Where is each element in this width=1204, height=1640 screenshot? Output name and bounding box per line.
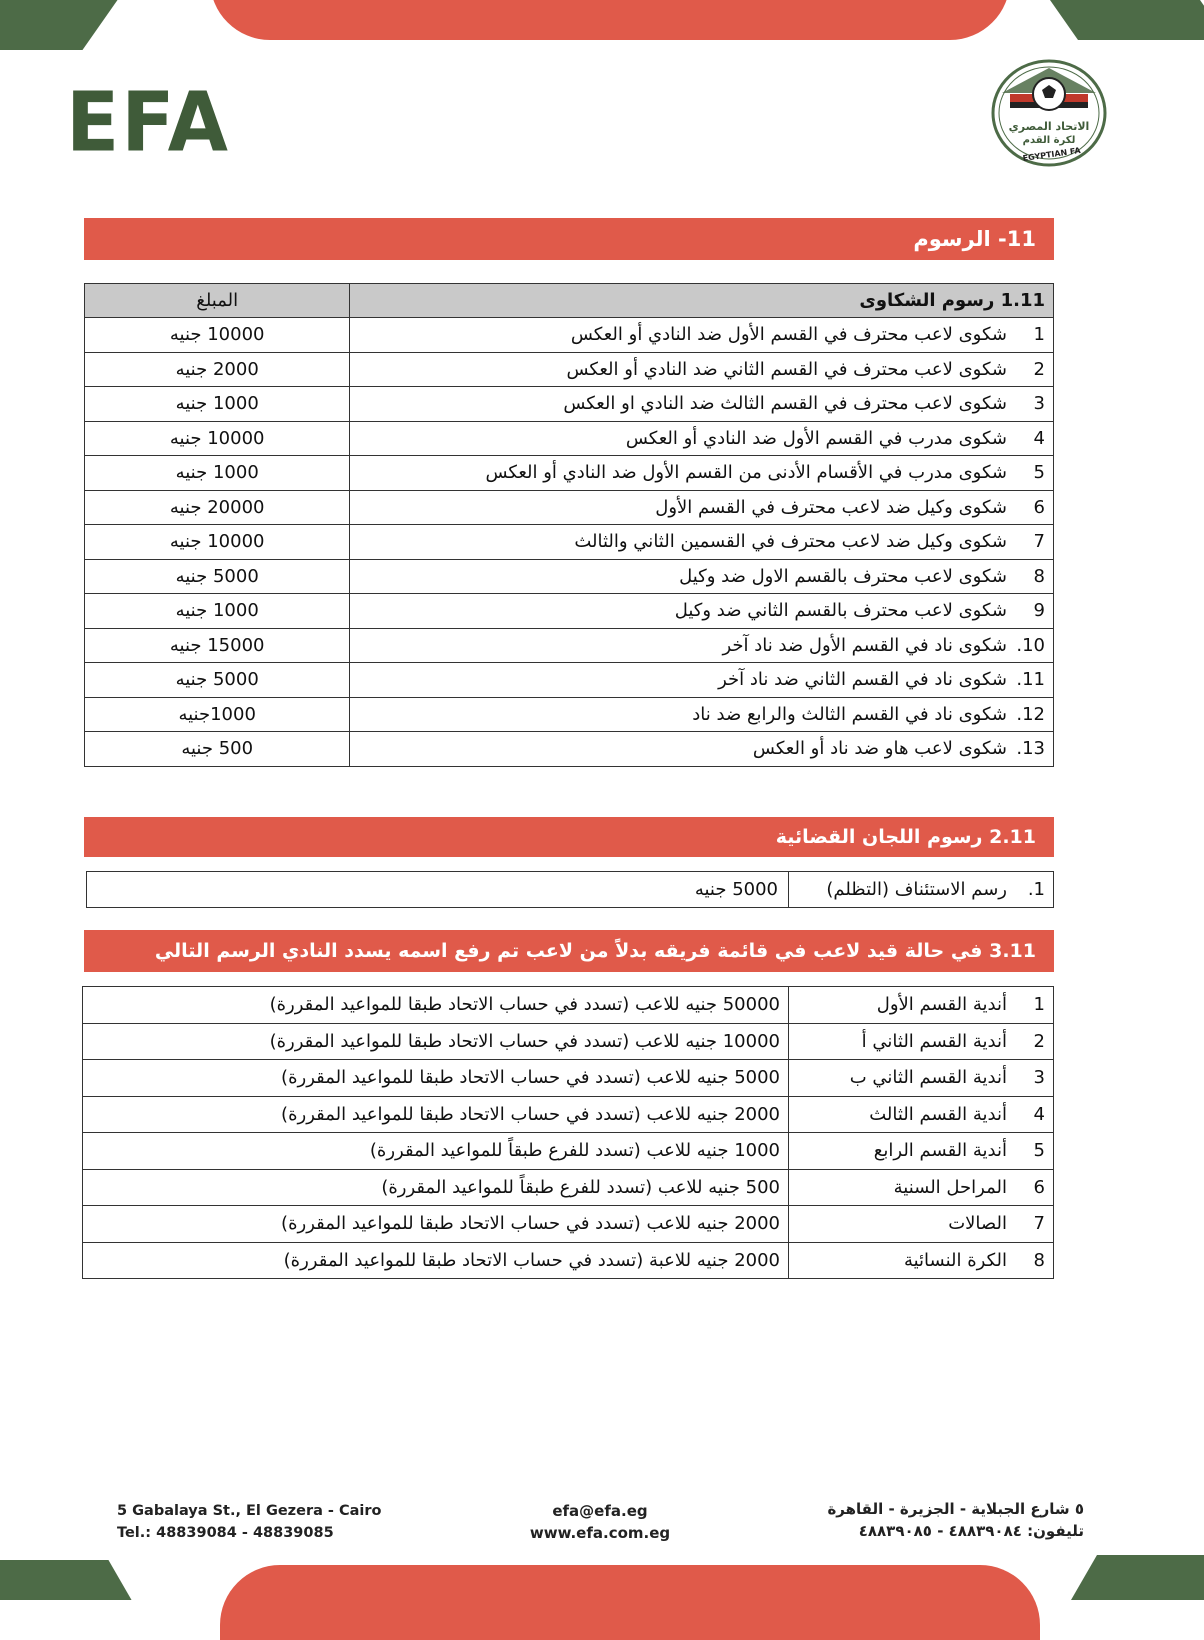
row-number: 7: [1033, 531, 1045, 553]
complaints-fees-table: [84, 283, 1054, 767]
complaint-amount-cell: 1000جنيه: [85, 697, 350, 732]
row-number: 10.: [1016, 634, 1045, 656]
row-number: 12.: [1016, 703, 1045, 725]
bottom-left-decor-stripe: [0, 1560, 132, 1600]
table-row: [85, 421, 1054, 456]
row-number: 5: [1033, 1140, 1045, 1162]
complaint-description-cell: [350, 421, 1054, 456]
row-number: 8: [1033, 1249, 1045, 1271]
row-description: شكوى مدرب في الأقسام الأدنى من القسم الأول ضد النادي أو العكس: [485, 462, 1007, 484]
row-category: أندية القسم الرابع: [873, 1140, 1007, 1162]
table-header-description: 1.11 رسوم الشكاوى: [350, 284, 1054, 318]
fee-cell: 1000 جنيه للاعب (تسدد للفرع طبقاً للمواعيد المقررة): [83, 1133, 789, 1170]
complaint-amount-cell: 1000 جنيه: [85, 456, 350, 491]
complaint-amount-cell: 2000 جنيه: [85, 352, 350, 387]
category-cell: [789, 1060, 1054, 1097]
footer-website-link[interactable]: www.efa.com.eg: [529, 1524, 671, 1542]
row-number: 3: [1033, 1067, 1045, 1089]
table-row: [85, 732, 1054, 767]
fee-cell: 10000 جنيه للاعب (تسدد في حساب الاتحاد طبقا للمواعيد المقررة): [83, 1023, 789, 1060]
footer-address-arabic: [827, 1498, 1084, 1542]
row-category: أندية القسم الثاني ب: [849, 1067, 1007, 1089]
appeal-fee-table: [86, 871, 1054, 908]
row-number: 11.: [1016, 669, 1045, 691]
row-description: شكوى ناد في القسم الأول ضد ناد آخر: [722, 634, 1007, 656]
row-description: شكوى ناد في القسم الثاني ضد ناد آخر: [718, 669, 1007, 691]
row-number: 1: [1033, 994, 1045, 1016]
complaint-amount-cell: 5000 جنيه: [85, 663, 350, 698]
row-description: شكوى لاعب هاو ضد ناد أو العكس: [752, 738, 1007, 760]
table-row: [83, 1169, 1054, 1206]
row-number: 4: [1033, 427, 1045, 449]
row-category: الصالات: [948, 1213, 1007, 1235]
complaint-amount-cell: 5000 جنيه: [85, 559, 350, 594]
complaint-amount-cell: 1000 جنيه: [85, 387, 350, 422]
row-number: 1.: [1027, 879, 1045, 900]
row-description: شكوى لاعب محترف في القسم الثاني ضد النادي أو العكس: [566, 358, 1007, 380]
table-row: [83, 1023, 1054, 1060]
top-right-decor-stripe: [1050, 0, 1204, 40]
section-title-fees: 11- الرسوم: [84, 218, 1054, 260]
complaint-description-cell: [350, 559, 1054, 594]
fee-cell: 50000 جنيه للاعب (تسدد في حساب الاتحاد طبقا للمواعيد المقررة): [83, 987, 789, 1024]
fee-cell: 2000 جنيه للاعبة (تسدد في حساب الاتحاد طبقا للمواعيد المقررة): [83, 1242, 789, 1279]
footer-email-link[interactable]: efa@efa.eg: [552, 1502, 648, 1520]
category-cell: [789, 1023, 1054, 1060]
svg-text:الاتحاد المصري: الاتحاد المصري: [1008, 120, 1090, 133]
egyptian-fa-badge-icon: [990, 58, 1108, 168]
complaint-description-cell: [350, 663, 1054, 698]
fee-cell: 2000 جنيه للاعب (تسدد في حساب الاتحاد طبقا للمواعيد المقررة): [83, 1096, 789, 1133]
category-cell: [789, 1169, 1054, 1206]
complaint-description-cell: [350, 732, 1054, 767]
table-row: [85, 387, 1054, 422]
complaint-description-cell: [350, 628, 1054, 663]
complaint-description-cell: [350, 697, 1054, 732]
table-row: [85, 456, 1054, 491]
footer-address-ar: ٥ شارع الجبلاية - الجزيرة - القاهرة: [827, 1500, 1084, 1518]
row-description: شكوى لاعب محترف بالقسم الثاني ضد وكيل: [674, 600, 1007, 622]
footer-tel-ar: تليفون: ٤٨٨٣٩٠٨٤ - ٤٨٨٣٩٠٨٥: [858, 1522, 1084, 1540]
row-category: المراحل السنية: [893, 1176, 1007, 1198]
row-description: شكوى لاعب محترف في القسم الأول ضد النادي أو العكس: [570, 324, 1007, 346]
row-description: شكوى وكيل ضد لاعب محترف في القسمين الثاني والثالث: [574, 531, 1007, 553]
complaint-amount-cell: 10000 جنيه: [85, 525, 350, 560]
complaint-amount-cell: 15000 جنيه: [85, 628, 350, 663]
complaint-amount-cell: 500 جنيه: [85, 732, 350, 767]
table-row: [85, 628, 1054, 663]
row-number: 2: [1033, 1030, 1045, 1052]
complaint-description-cell: [350, 318, 1054, 353]
table-row: [85, 490, 1054, 525]
player-replacement-fees-table: [82, 986, 1054, 1279]
category-cell: [789, 987, 1054, 1024]
table-row: [83, 987, 1054, 1024]
table-row: [85, 559, 1054, 594]
row-number: 2: [1033, 358, 1045, 380]
row-number: 13.: [1016, 738, 1045, 760]
table-row: [83, 1060, 1054, 1097]
bottom-right-decor-stripe: [1071, 1555, 1204, 1600]
section-title-player-replacement: 3.11 في حالة قيد لاعب في قائمة فريقه بدلاً من لاعب تم رفع اسمه يسدد النادي الرسم التالي: [84, 930, 1054, 972]
appeal-amount-cell: 5000 جنيه: [87, 872, 789, 908]
appeal-description-cell: [789, 872, 1054, 908]
fee-cell: 500 جنيه للاعب (تسدد للفرع طبقاً للمواعيد المقررة): [83, 1169, 789, 1206]
row-number: 4: [1033, 1103, 1045, 1125]
table-row: [83, 1096, 1054, 1133]
category-cell: [789, 1242, 1054, 1279]
row-description: شكوى لاعب محترف في القسم الثالث ضد النادي او العكس: [563, 393, 1007, 415]
svg-text:EGYPTIAN FA: EGYPTIAN FA: [1022, 146, 1082, 164]
row-number: 6: [1033, 1176, 1045, 1198]
top-left-decor-stripe: [0, 0, 118, 50]
complaint-amount-cell: 20000 جنيه: [85, 490, 350, 525]
efa-logo-text: EFA: [66, 75, 230, 171]
row-description: شكوى لاعب محترف بالقسم الاول ضد وكيل: [679, 565, 1007, 587]
svg-text:لكرة القدم: لكرة القدم: [1022, 135, 1076, 146]
table-row: [85, 352, 1054, 387]
row-category: الكرة النسائية: [903, 1249, 1007, 1271]
fee-cell: 2000 جنيه للاعب (تسدد في حساب الاتحاد طبقا للمواعيد المقررة): [83, 1206, 789, 1243]
row-description: شكوى وكيل ضد لاعب محترف في القسم الأول: [655, 496, 1007, 518]
bottom-red-decor: [220, 1565, 1040, 1640]
fee-cell: 5000 جنيه للاعب (تسدد في حساب الاتحاد طبقا للمواعيد المقررة): [83, 1060, 789, 1097]
row-number: 8: [1033, 565, 1045, 587]
category-cell: [789, 1133, 1054, 1170]
table-row: [83, 1242, 1054, 1279]
footer-address-english: [117, 1500, 382, 1544]
table-row: [85, 663, 1054, 698]
row-category: أندية القسم الثالث: [869, 1103, 1007, 1125]
complaint-amount-cell: 1000 جنيه: [85, 594, 350, 629]
complaint-description-cell: [350, 525, 1054, 560]
table-row: [85, 594, 1054, 629]
table-row: [85, 318, 1054, 353]
footer-contact: [520, 1500, 680, 1544]
row-description: شكوى ناد في القسم الثالث والرابع ضد ناد: [692, 703, 1007, 725]
row-number: 9: [1033, 600, 1045, 622]
row-number: 7: [1033, 1213, 1045, 1235]
footer-address-en: 5 Gabalaya St., El Gezera - Cairo: [117, 1503, 382, 1519]
category-cell: [789, 1206, 1054, 1243]
category-cell: [789, 1096, 1054, 1133]
table-row: [87, 872, 1054, 908]
top-red-decor: [210, 0, 1010, 40]
table-row: [83, 1206, 1054, 1243]
row-number: 3: [1033, 393, 1045, 415]
complaint-amount-cell: 10000 جنيه: [85, 421, 350, 456]
row-number: 6: [1033, 496, 1045, 518]
complaint-description-cell: [350, 490, 1054, 525]
table-header-amount: المبلغ: [85, 284, 350, 318]
table-row: [85, 525, 1054, 560]
row-number: 1: [1033, 324, 1045, 346]
row-description: رسم الاستئناف (التظلم): [826, 879, 1007, 900]
table-header-row: [85, 284, 1054, 318]
row-description: شكوى مدرب في القسم الأول ضد النادي أو العكس: [625, 427, 1007, 449]
table-row: [83, 1133, 1054, 1170]
complaint-description-cell: [350, 594, 1054, 629]
complaint-description-cell: [350, 456, 1054, 491]
table-row: [85, 697, 1054, 732]
section-title-judicial-committees: 2.11 رسوم اللجان القضائية: [84, 817, 1054, 857]
complaint-description-cell: [350, 387, 1054, 422]
complaint-amount-cell: 10000 جنيه: [85, 318, 350, 353]
row-category: أندية القسم الثاني أ: [861, 1030, 1007, 1052]
row-category: أندية القسم الأول: [876, 994, 1007, 1016]
footer-tel-en: Tel.: 48839084 - 48839085: [117, 1525, 334, 1541]
complaint-description-cell: [350, 352, 1054, 387]
row-number: 5: [1033, 462, 1045, 484]
